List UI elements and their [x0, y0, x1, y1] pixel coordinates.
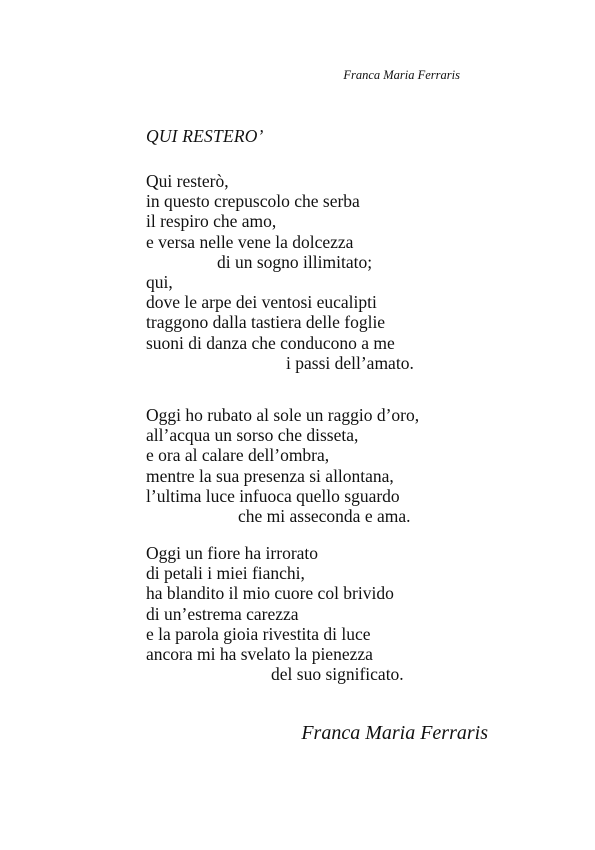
poem-line: di un’estrema carezza — [146, 603, 299, 624]
poem-line: ha blandito il mio cuore col brivido — [146, 583, 394, 604]
poem-line: di petali i miei fianchi, — [146, 563, 305, 584]
poem-title: QUI RESTERO’ — [146, 126, 264, 146]
poem-line: all’acqua un sorso che disseta, — [146, 425, 359, 446]
poem-line: dove le arpe dei ventosi eucalipti — [146, 292, 377, 313]
poem-line: Qui resterò, — [146, 171, 229, 191]
poem-line: i passi dell’amato. — [286, 352, 414, 373]
poem-line: ancora mi ha svelato la pienezza — [146, 643, 373, 664]
poem-line: del suo significato. — [271, 664, 404, 685]
poem-line: e versa nelle vene la dolcezza — [146, 231, 354, 252]
signature: Franca Maria Ferraris — [301, 722, 488, 744]
header-author: Franca Maria Ferraris — [343, 68, 460, 82]
poem-line: traggono dalla tastiera delle foglie — [146, 312, 386, 333]
poem-line: Oggi un fiore ha irrorato — [146, 543, 319, 563]
stanza-3 — [146, 543, 404, 684]
poem-line: in questo crepuscolo che serba — [146, 191, 360, 212]
poem-line: e la parola gioia rivestita di luce — [146, 623, 371, 644]
poem-line: e ora al calare dell’ombra, — [146, 445, 330, 466]
poem-line: suoni di danza che conducono a me — [146, 332, 395, 353]
poem-line: che mi asseconda e ama. — [238, 505, 411, 526]
poem-line: il respiro che amo, — [146, 211, 277, 232]
poem-line: qui, — [146, 271, 173, 292]
poem-line: mentre la sua presenza si allontana, — [146, 465, 394, 486]
poem-line: di un sogno illimitato; — [217, 251, 373, 272]
stanza-1 — [146, 171, 414, 373]
poem-line: Oggi ho rubato al sole un raggio d’oro, — [146, 405, 420, 425]
stanza-2 — [146, 405, 419, 526]
poem-line: l’ultima luce infuoca quello sguardo — [146, 485, 400, 506]
